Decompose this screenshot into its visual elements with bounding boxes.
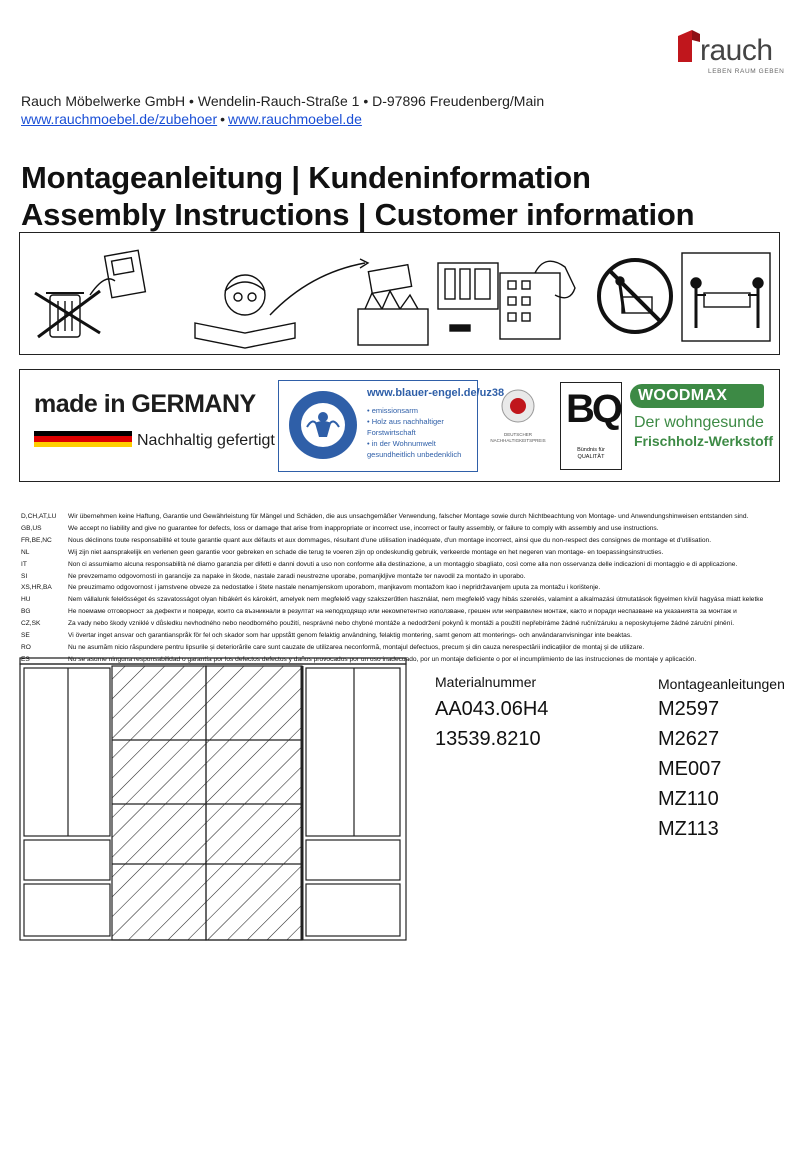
language-code: SI [21,572,28,580]
two-person-carry-icon [682,253,770,341]
disclaimer-text: Wir übernehmen keine Haftung, Garantie und Gewährleistung für Mängel und Schäden, die aus unsachgemäßer Verwendung, falscher Montage sowie durch Nichtbeachtung von Montage- und Anwendungshinweisen entstanden sind. [68,513,749,520]
disclaimer-row [21,618,791,630]
keep-in-folder-icon [358,265,428,345]
disclaimer-text: Nous déclinons toute responsabilité et toute garantie quant aux défauts et aux dommages, résultant d'une utilisation inadéquate, d'un montage incorrect, ainsi que du non-respect des consignes de montage et d'utilisation. [68,536,712,544]
liability-disclaimer [21,511,791,666]
blue-angel-icon [287,389,359,461]
disclaimer-text: Nem vállalunk felelősséget és szavatosságot olyan hibákért és károkért, amelyek nem megfelelő vagy szakszerűtlen használat, nem megfelelő vagy hibás szerelés, valamint a alkalmazási útmutatások figyelmen kívül hagyása miatt keletke [68,596,764,604]
woodmax-logo [630,384,764,408]
bq-line: QUALITÄT [577,454,605,460]
disclaimer-row [21,594,791,606]
language-code: FR,BE,NC [21,536,52,544]
disclaimer-text: Vi övertar inget ansvar och garantianspråk för fel och skador som har uppstått genom felaktig användning, felaktig montering, samt genom att monterings- och användaranvisningar inte beaktas. [68,632,632,640]
blue-angel-point: • Holz aus nachhaltiger Forstwirtschaft [367,416,477,438]
material-number: AA043.06H4 [435,698,549,720]
disclaimer-row [21,630,791,642]
language-code: D,CH,AT,LU [21,513,57,520]
do-not-discard-icon [35,250,145,337]
company-address: Rauch Möbelwerke GmbH • Wendelin-Rauch-Straße 1 • D-97896 Freudenberg/Main [21,93,545,109]
blue-angel-url: www.blauer-engel.de/uz38 [367,387,505,399]
language-code: BG [21,608,31,616]
woodmax-name: WOODMAX [638,387,728,404]
language-code: ES [21,655,30,663]
assembly-guide-code: ME007 [658,758,722,780]
disclaimer-row [21,606,791,618]
disclaimer-row [21,582,791,594]
material-number-label: Materialnummer [435,674,537,690]
logo-slogan: LEBEN RAUM GEBEN [708,68,785,75]
language-code: GB,US [21,524,42,532]
assembly-guide-code: MZ113 [658,818,719,840]
woodmax-tagline: Der wohngesunde [634,414,764,431]
language-code: HU [21,596,31,604]
instruction-pictograms [19,232,780,355]
material-number: 13539.8210 [435,728,541,750]
disclaimer-text: Ne preuzimamo odgovornost i jamstvene obveze za nedostatke i štete nastale nenamjenskom uporabom, manjkavom montažom kao i nepridržavanjem uputa za montažu i korištenje. [68,584,601,592]
made-in-germany: made in GERMANY [34,390,256,418]
parts-list-icon [438,261,575,339]
accessories-link[interactable]: www.rauchmoebel.de/zubehoer [21,111,218,127]
assembly-guides-label: Montageanleitungen [658,676,785,692]
sustainable-label: Nachhaltig gefertigt [137,432,275,449]
logo-word: rauch [700,34,773,67]
two-person-carry-prohibited-icon [599,260,671,332]
read-instructions-icon [195,259,368,348]
disclaimer-row [21,571,791,583]
language-code: IT [21,560,27,568]
assembly-guide-code: M2597 [658,698,720,720]
language-code: XS,HR,BA [21,584,52,592]
assembly-guide-code: M2627 [658,728,720,750]
disclaimer-text: Non ci assumiamo alcuna responsabilità né diamo garanzia per difetti e danni dovuti a uso non conforme alla destinazione, a un montaggio sbagliato, così come alla non osservanza delle indicazioni di montaggio e di applicazione. [68,560,738,568]
disclaimer-text: Nu ne asumăm nicio răspundere pentru lipsurile și deteriorările care sunt cauzate de utilizarea neconformă, montajul defectuos, precum și din cauza nerespectării indicațiilor de montaj și de utilizare. [68,643,645,651]
blue-angel-points [367,405,477,460]
wardrobe-drawing [18,654,418,944]
language-code: NL [21,548,30,556]
sustainability-award [490,382,546,468]
header-links [21,111,362,127]
certification-banner [19,369,780,482]
assembly-guide-code: MZ110 [658,788,719,810]
bq-mark: BQ [566,387,620,431]
award-line: NACHHALTIGKEITSPREIS [490,438,546,443]
rauch-logo [676,28,786,80]
disclaimer-text: Не поемаме отговорност за дефекти и повреди, които са възникнали в резултат на неподходящо или некомпетентно използване, грешен или неправилен монтаж, както и поради неспазване на указанията за монтаж и [68,608,737,616]
disclaimer-row [21,642,791,654]
title-english: Assembly Instructions | Customer information [21,197,695,232]
disclaimer-text: No se asume ninguna responsabilidad o garantía por los defectos defectos y daños provocados por un uso inadecuado, por un montaje deficiente o por el incumplimiento de las instrucciones de montaje y aplicación. [68,655,697,663]
disclaimer-row [21,535,791,547]
language-code: CZ,SK [21,620,41,628]
blue-angel-point: • in der Wohnumwelt gesundheitlich unbedenklich [367,438,477,460]
award-icon [490,382,546,432]
link-separator: • [220,111,226,127]
woodmax-material: Frischholz-Werkstoff [634,433,773,449]
language-code: RO [21,643,31,651]
blue-angel-point: • emissionsarm [367,405,477,416]
blue-angel-badge [278,380,505,472]
homepage-link[interactable]: www.rauchmoebel.de [228,111,362,127]
disclaimer-row [21,511,791,523]
language-code: SE [21,632,30,640]
bq-line: Bündnis für [577,447,605,453]
bq-quality-badge [560,382,622,470]
disclaimer-text: Ne prevzemamo odgovornosti in garancije za napake in škode, nastale zaradi neustrezne uporabe, pomanjkljive montaže ter navodil za montažo in uporabo. [68,572,526,580]
disclaimer-row [21,559,791,571]
disclaimer-text: Wij zijn niet aansprakelijk en verlenen geen garantie voor gebreken en schade die terug te voeren zijn op ondeskundig gebruik, verkeerde montage en het negeren van montage- en toepassingsinstructies. [68,548,664,556]
disclaimer-row [21,523,791,535]
disclaimer-text: Za vady nebo škody vzniklé v důsledku nevhodného nebo neodborného použití, nesprávné nebo chybné montáže a nedodržení pokynů k montáži a použití nepřebíráme žádné ruční/záruku a neposkytujeme žádné záruční plnění. [68,620,735,628]
award-line: DEUTSCHER [503,432,532,437]
disclaimer-row [21,547,791,559]
disclaimer-text: We accept no liability and give no guarantee for defects, loss or damage that arise from inappropriate or incorrect use, incorrect or faulty assembly, or failure to comply with assembly and use instructions. [68,524,659,532]
german-flag [34,431,132,447]
title-german: Montageanleitung | Kundeninformation [21,160,591,195]
